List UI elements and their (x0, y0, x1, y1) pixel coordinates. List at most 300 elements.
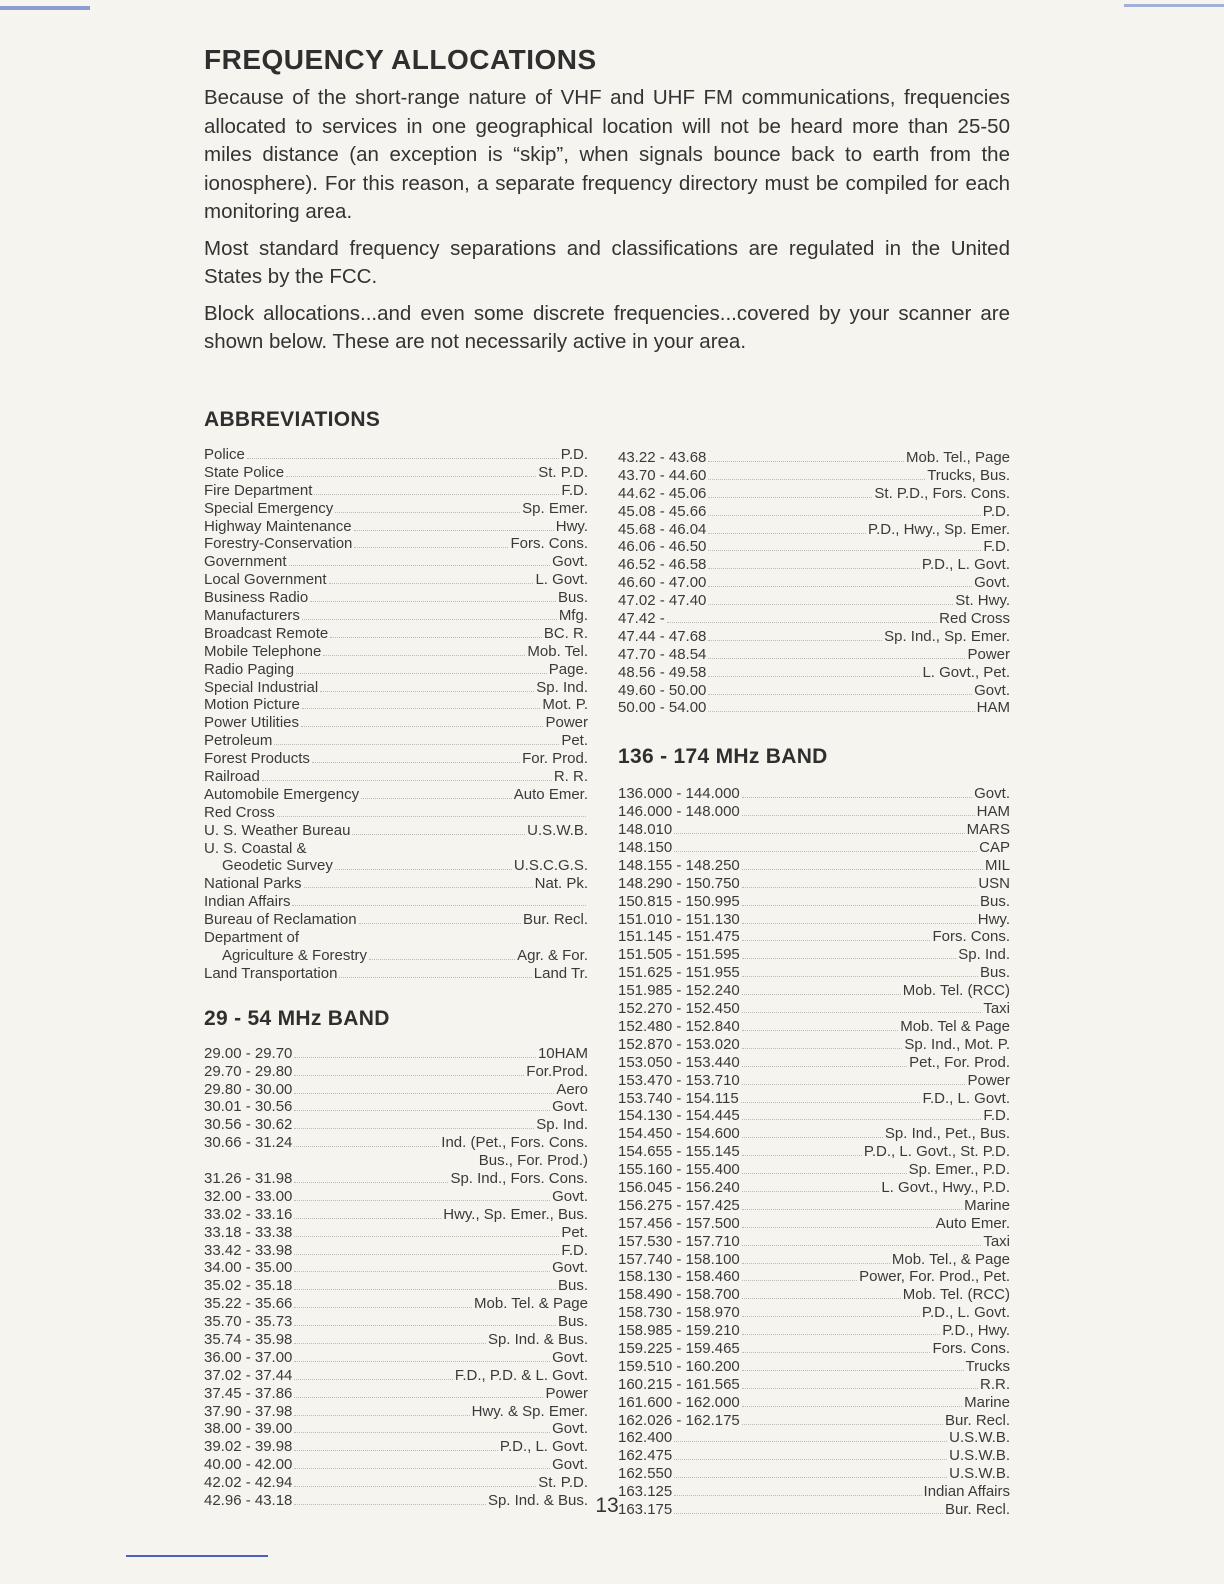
row-label: 162.026 - 162.175 (618, 1411, 740, 1429)
row-label: 42.96 - 43.18 (204, 1491, 293, 1509)
row-label: 46.06 - 46.50 (618, 538, 707, 556)
row-label: 33.42 - 33.98 (204, 1241, 293, 1259)
dot-leader (294, 1064, 524, 1076)
table-row (618, 1394, 1010, 1412)
row-value: Bur. Recl. (522, 911, 588, 929)
table-row (618, 1233, 1010, 1251)
row-value: Sp. Ind. (958, 946, 1010, 964)
row-value: Hwy., Sp. Emer., Bus. (443, 1205, 588, 1223)
band-136-174-list (618, 785, 1010, 1519)
table-row (204, 965, 588, 983)
table-row (618, 574, 1010, 592)
row-value: Agr. & For. (517, 946, 588, 964)
row-value: Trucks, Bus. (927, 466, 1010, 484)
row-label: 36.00 - 37.00 (204, 1348, 293, 1366)
row-label: 157.740 - 158.100 (618, 1250, 740, 1268)
row-label: 37.45 - 37.86 (204, 1384, 293, 1402)
dot-leader (742, 804, 975, 816)
dot-leader (294, 1296, 472, 1308)
columns (204, 408, 1010, 1528)
table-row (618, 1072, 1010, 1090)
dot-leader (247, 447, 559, 459)
table-row (204, 1170, 588, 1188)
row-label: 148.155 - 148.250 (618, 856, 740, 874)
row-label: 159.225 - 159.465 (618, 1339, 740, 1357)
row-label: 158.985 - 159.210 (618, 1322, 740, 1340)
row-value: Hwy. (977, 910, 1010, 928)
table-row (204, 840, 588, 858)
table-row (204, 1474, 588, 1492)
row-label: Motion Picture (204, 696, 300, 714)
row-label: Forestry-Conservation (204, 535, 353, 553)
row-value: Taxi (983, 1232, 1010, 1250)
row-label: 152.480 - 152.840 (618, 1017, 740, 1035)
dot-leader (330, 626, 542, 638)
dot-leader (674, 1430, 947, 1442)
row-label: 162.550 (618, 1465, 673, 1483)
row-label: 151.505 - 151.595 (618, 946, 740, 964)
row-label: U. S. Weather Bureau (204, 821, 351, 839)
row-value: Pet., For. Prod. (909, 1053, 1010, 1071)
table-row (618, 982, 1010, 1000)
row-value: Bus. (557, 589, 588, 607)
table-row (618, 1465, 1010, 1483)
row-value: F.D. (983, 1107, 1010, 1125)
row-value: Sp. Ind., Pet., Bus. (884, 1125, 1010, 1143)
dot-leader (742, 983, 901, 995)
dot-leader (359, 912, 521, 924)
table-row (618, 664, 1010, 682)
row-value: Marine (964, 1393, 1010, 1411)
dot-leader (742, 786, 972, 798)
row-label: 33.18 - 33.38 (204, 1223, 293, 1241)
dot-leader (335, 858, 512, 870)
dot-leader (310, 590, 556, 602)
dot-leader (294, 1421, 550, 1433)
table-row (618, 946, 1010, 964)
dot-leader (352, 823, 525, 835)
table-row (204, 482, 588, 500)
row-value: BC. R. (543, 624, 588, 642)
row-label: Automobile Emergency (204, 785, 360, 803)
table-row (618, 1054, 1010, 1072)
row-value: Nat. Pk. (534, 875, 588, 893)
row-value: Auto Emer. (513, 785, 588, 803)
dot-leader (277, 805, 586, 817)
table-row (204, 625, 588, 643)
dot-leader (296, 662, 547, 674)
row-value: P.D. (560, 446, 588, 463)
row-label: 35.74 - 35.98 (204, 1330, 293, 1348)
row-value: Pet. (561, 1223, 588, 1241)
table-row (618, 1304, 1010, 1322)
row-label: 162.475 (618, 1447, 673, 1465)
table-row (618, 682, 1010, 700)
table-row (204, 607, 588, 625)
dot-leader (742, 858, 983, 870)
table-row (204, 553, 588, 571)
row-label: 37.02 - 37.44 (204, 1366, 293, 1384)
table-row (204, 732, 588, 750)
row-label: 35.70 - 35.73 (204, 1313, 293, 1331)
row-value: Fors. Cons. (510, 535, 588, 553)
row-label: 148.010 (618, 821, 673, 839)
table-row (204, 1224, 588, 1242)
row-value: Pet. (561, 732, 588, 750)
row-label: 44.62 - 45.06 (618, 484, 707, 502)
row-value: CAP (979, 839, 1010, 857)
dot-leader (742, 912, 976, 924)
dot-leader (708, 629, 882, 641)
row-value: Mob. Tel., Page (906, 449, 1010, 466)
dot-leader (294, 1439, 497, 1451)
table-row (618, 1412, 1010, 1430)
dot-leader (294, 1135, 439, 1147)
abbreviations-heading: ABBREVIATIONS (204, 408, 381, 431)
table-row (204, 464, 588, 482)
row-label: 157.530 - 157.710 (618, 1232, 740, 1250)
dot-leader (294, 1082, 554, 1094)
dot-leader (742, 1108, 982, 1120)
table-row (618, 875, 1010, 893)
table-row (618, 803, 1010, 821)
row-label: Petroleum (204, 732, 273, 750)
table-row (204, 446, 588, 464)
dot-leader (302, 608, 557, 620)
dot-leader (742, 929, 931, 941)
row-value: Mob. Tel., & Page (891, 1250, 1010, 1268)
page-number: 13 (595, 1494, 619, 1517)
dot-leader (742, 1323, 940, 1335)
fcc-paragraph: Most standard frequency separations and classifications are regulated in the United States by the FCC. (204, 236, 1010, 288)
table-row (618, 1376, 1010, 1394)
row-value: Bus. (979, 892, 1010, 910)
table-row (204, 1081, 588, 1099)
row-value: Mot. P. (542, 696, 588, 714)
dot-leader (309, 842, 586, 853)
row-label: Geodetic Survey (222, 857, 333, 875)
dot-leader (742, 1019, 898, 1031)
row-value: MARS (966, 821, 1010, 839)
table-row (204, 1242, 588, 1260)
row-label: 40.00 - 42.00 (204, 1456, 293, 1474)
row-label: Local Government (204, 571, 327, 589)
row-value: For.Prod. (526, 1062, 588, 1080)
row-value: Marine (964, 1196, 1010, 1214)
dot-leader (742, 1287, 901, 1299)
dot-leader (674, 822, 964, 834)
row-label: 43.22 - 43.68 (618, 449, 707, 466)
dot-leader (323, 644, 525, 656)
row-label: Highway Maintenance (204, 517, 352, 535)
dot-leader (742, 965, 978, 977)
row-value: Govt. (974, 681, 1010, 699)
dot-leader (314, 483, 559, 495)
table-row (618, 556, 1010, 574)
row-value: Govt. (552, 1098, 588, 1116)
row-label: Department of (204, 929, 300, 947)
row-value: Sp. Ind., Mot. P. (904, 1035, 1010, 1053)
dot-leader (294, 1350, 550, 1362)
row-value: R.R. (980, 1375, 1010, 1393)
table-row (618, 839, 1010, 857)
row-label: Business Radio (204, 589, 309, 607)
table-row (618, 964, 1010, 982)
abbreviations-list (204, 446, 588, 983)
table-row (618, 1447, 1010, 1465)
table-row (204, 1385, 588, 1403)
row-value: Govt. (974, 785, 1010, 803)
table-row (618, 1107, 1010, 1125)
table-row (618, 785, 1010, 803)
row-value: Sp. Ind., Fors. Cons. (450, 1169, 588, 1187)
row-value: L. Govt. (535, 571, 588, 589)
row-value: Indian Affairs (923, 1483, 1010, 1501)
row-label: 37.90 - 37.98 (204, 1402, 293, 1420)
row-value: Land Tr. (533, 964, 588, 982)
dot-leader (286, 465, 536, 477)
row-value: St. P.D., Fors. Cons. (874, 484, 1010, 502)
row-label: 148.290 - 150.750 (618, 874, 740, 892)
table-row (618, 449, 1010, 467)
row-value: L. Govt., Hwy., P.D. (881, 1178, 1010, 1196)
row-value: F.D., L. Govt. (922, 1089, 1010, 1107)
dot-leader (742, 876, 977, 888)
table-row (204, 1045, 588, 1063)
table-row (618, 538, 1010, 556)
table-row (618, 592, 1010, 610)
row-label: 46.60 - 47.00 (618, 574, 707, 592)
page-title: FREQUENCY ALLOCATIONS (204, 44, 597, 75)
row-value: HAM (976, 803, 1010, 821)
row-value: P.D. (982, 502, 1010, 520)
dot-leader (708, 557, 919, 569)
table-row (204, 714, 588, 732)
row-value: Bus. (979, 964, 1010, 982)
row-value: U.S.W.B. (949, 1465, 1010, 1483)
dot-leader (742, 1252, 890, 1264)
row-value: Govt. (974, 574, 1010, 592)
table-row (618, 1197, 1010, 1215)
dot-leader (294, 1457, 550, 1469)
table-row (618, 1036, 1010, 1054)
row-value: Sp. Emer. (522, 499, 588, 517)
table-row (204, 822, 588, 840)
row-label: 150.815 - 150.995 (618, 892, 740, 910)
row-value: USN (978, 874, 1010, 892)
row-value: F.D. (983, 538, 1010, 556)
dot-leader (294, 1225, 559, 1237)
table-row (618, 610, 1010, 628)
dot-leader (742, 1073, 966, 1085)
dot-leader (742, 1216, 934, 1228)
table-row (204, 750, 588, 768)
row-label: 38.00 - 39.00 (204, 1420, 293, 1438)
row-label: 31.26 - 31.98 (204, 1169, 293, 1187)
dot-leader (301, 931, 586, 942)
dot-leader (708, 450, 904, 462)
row-value: Govt. (552, 1420, 588, 1438)
table-row (618, 467, 1010, 485)
row-value: Hwy. & Sp. Emer. (471, 1402, 588, 1420)
row-value: F.D., P.D. & L. Govt. (454, 1366, 588, 1384)
row-label: 34.00 - 35.00 (204, 1259, 293, 1277)
dot-leader (294, 1475, 536, 1487)
row-value: Mob. Tel. (RCC) (902, 982, 1010, 1000)
table-row (204, 929, 588, 947)
dot-leader (294, 1404, 469, 1416)
row-value: R. R. (553, 768, 588, 786)
table-row (204, 643, 588, 661)
table-row (618, 1215, 1010, 1233)
dot-leader (667, 611, 937, 623)
table-row (204, 1134, 588, 1152)
row-label: 158.730 - 158.970 (618, 1304, 740, 1322)
row-value: Power, For. Prod., Pet. (859, 1268, 1010, 1286)
row-value: F.D. (561, 1241, 588, 1259)
dot-leader (742, 1037, 903, 1049)
row-value: Govt. (552, 1456, 588, 1474)
dot-leader (742, 1055, 907, 1067)
table-row (618, 1286, 1010, 1304)
row-label: National Parks (204, 875, 302, 893)
row-value: Sp. Ind. (536, 1116, 588, 1134)
table-row (204, 804, 588, 822)
row-value: St. P.D. (538, 1474, 588, 1492)
row-value: Page. (548, 660, 588, 678)
table-row (204, 875, 588, 893)
dot-leader (742, 1234, 982, 1246)
table-row (204, 1456, 588, 1474)
table-row (618, 911, 1010, 929)
table-row (204, 1438, 588, 1456)
dot-leader (742, 1395, 962, 1407)
row-value: HAM (976, 699, 1010, 717)
dot-leader (294, 1278, 556, 1290)
row-value: Power (967, 645, 1010, 663)
row-label: Power Utilities (204, 714, 300, 732)
table-row (204, 947, 588, 965)
dot-leader (302, 697, 541, 709)
row-value: Govt. (552, 1259, 588, 1277)
dot-leader (742, 1001, 982, 1013)
table-row (204, 535, 588, 553)
row-label: 161.600 - 162.000 (618, 1393, 740, 1411)
row-label: 136.000 - 144.000 (618, 785, 740, 803)
right-column (618, 408, 1010, 1519)
dot-leader (304, 876, 533, 888)
dot-leader (708, 504, 980, 516)
table-row (618, 1000, 1010, 1018)
table-row (618, 1268, 1010, 1286)
row-label: Broadcast Remote (204, 624, 329, 642)
table-row (204, 1188, 588, 1206)
row-label: 30.66 - 31.24 (204, 1134, 293, 1152)
row-value: Fors. Cons. (932, 928, 1010, 946)
row-label: 154.655 - 155.145 (618, 1143, 740, 1161)
table-row (204, 1367, 588, 1385)
row-value: Mob. Tel. (527, 642, 588, 660)
dot-leader (361, 787, 512, 799)
dot-leader (294, 1260, 550, 1272)
row-label: 151.985 - 152.240 (618, 982, 740, 1000)
dot-leader (708, 593, 953, 605)
row-value: Taxi (983, 1000, 1010, 1018)
row-label: 48.56 - 49.58 (618, 663, 707, 681)
row-label: 35.22 - 35.66 (204, 1295, 293, 1313)
row-label: 47.70 - 48.54 (618, 645, 707, 663)
dot-leader (742, 947, 957, 959)
table-row (204, 589, 588, 607)
row-value: P.D., Hwy., Sp. Emer. (868, 520, 1010, 538)
row-label: 155.160 - 155.400 (618, 1161, 740, 1179)
table-row (618, 628, 1010, 646)
dot-leader (708, 522, 866, 534)
row-label: 33.02 - 33.16 (204, 1205, 293, 1223)
table-row (618, 1018, 1010, 1036)
dot-leader (369, 948, 515, 960)
row-label: 151.145 - 151.475 (618, 928, 740, 946)
row-label: 156.275 - 157.425 (618, 1196, 740, 1214)
table-row (618, 503, 1010, 521)
dot-leader (742, 1198, 962, 1210)
dot-leader (708, 468, 925, 480)
dot-leader (329, 572, 534, 584)
row-label: 162.400 (618, 1429, 673, 1447)
row-value: L. Govt., Pet. (922, 663, 1010, 681)
row-value: Power (545, 1384, 588, 1402)
dot-leader (708, 647, 965, 659)
table-row (618, 1179, 1010, 1197)
row-label: 50.00 - 54.00 (618, 699, 707, 717)
row-label: 160.215 - 161.565 (618, 1375, 740, 1393)
row-label: Agriculture & Forestry (222, 946, 368, 964)
row-label: 47.44 - 47.68 (618, 627, 707, 645)
dot-leader (274, 733, 559, 745)
row-value: Red Cross (939, 610, 1010, 628)
row-value: Sp. Ind. (536, 678, 588, 696)
row-label: 153.740 - 154.115 (618, 1089, 739, 1107)
row-value: P.D., L. Govt., St. P.D. (863, 1143, 1010, 1161)
row-value: P.D., L. Govt. (921, 1304, 1010, 1322)
band-29-54-heading: 29 - 54 MHz BAND (204, 1006, 390, 1030)
row-label: Manufacturers (204, 607, 300, 625)
dot-leader (708, 575, 972, 587)
row-value: Fors. Cons. (932, 1339, 1010, 1357)
row-value: U.S.C.G.S. (513, 857, 588, 875)
table-row (618, 928, 1010, 946)
table-row (204, 857, 588, 875)
table-row (618, 1322, 1010, 1340)
table-row (204, 1116, 588, 1134)
row-value: For. Prod. (522, 750, 588, 768)
row-value: Mob. Tel. (RCC) (902, 1286, 1010, 1304)
table-row (204, 1331, 588, 1349)
table-row (618, 1358, 1010, 1376)
row-value: St. Hwy. (955, 592, 1010, 610)
band-29-54-list-right (618, 449, 1010, 717)
row-value: Bus., For. Prod.) (478, 1152, 588, 1170)
table-row (618, 485, 1010, 503)
dot-leader (294, 1046, 536, 1058)
scan-mark-top-right (1124, 4, 1224, 7)
row-value: Govt. (552, 1187, 588, 1205)
row-label: 47.02 - 47.40 (618, 592, 707, 610)
table-row (204, 500, 588, 518)
table-row (618, 1143, 1010, 1161)
row-label: Red Cross (204, 803, 275, 821)
row-value: Bur. Recl. (944, 1500, 1010, 1518)
